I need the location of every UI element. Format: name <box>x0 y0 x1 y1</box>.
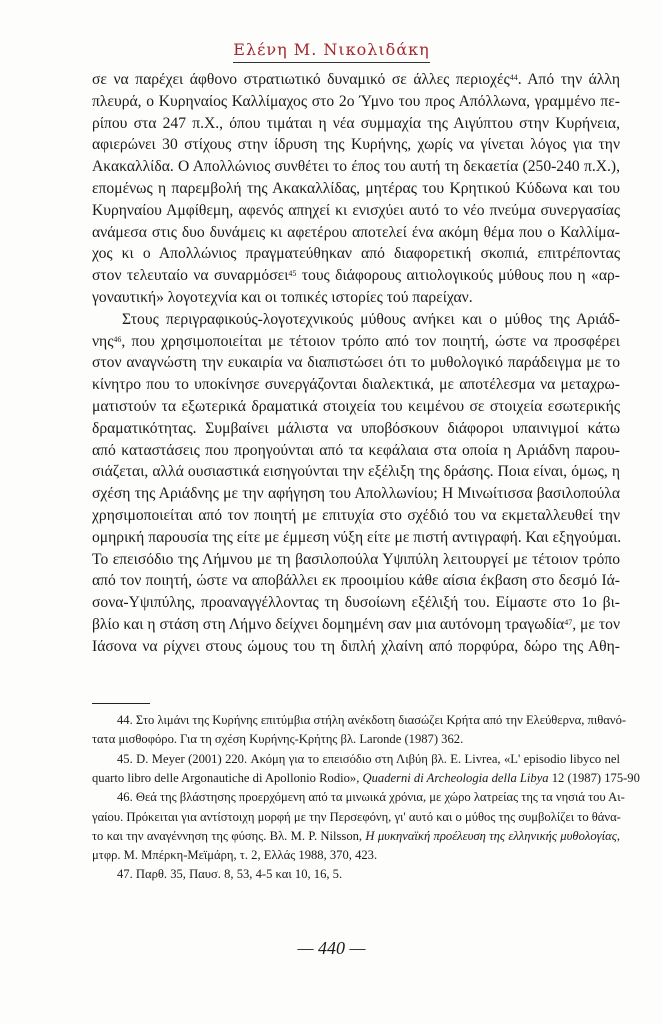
text-segment: Ιάσονα να ρίχνει στους ώμους του τη διπλή χλαίνη από πορφύρα, δώρο της Αθη- <box>92 637 620 655</box>
text-segment: σονα-Υψιπύλης, προαναγγέλλοντας τη δυσοίωνη εξέλιξή του. Είμαστε στο 1ο βι- <box>92 594 620 612</box>
body-line <box>92 397 620 417</box>
text-segment: ματιστούν τα εξωτερικά δραματικά στοιχεία του κειμένου σε στοιχεία εσωτερικής <box>92 398 620 415</box>
text-segment: βλίο και η στάση στη Λήμνο δείχνει δομημένη σαν μια αυτόνομη τραγωδία <box>92 616 565 633</box>
text-segment: γαίου. Πρόκειται για αντίστοιχη μορφή με την Περσεφόνη, γι' αυτό και ο μύθος της συμβολίζει το θάνα- <box>92 809 621 824</box>
body-line <box>92 441 620 461</box>
text-segment: ανάμεσα στις δυο δυνάμεις κι αφετέρου αποτελεί ένα ακόμη θέμα που ο Καλλίμα- <box>92 223 620 241</box>
text-segment: δραματικότητας. Συμβαίνει μάλιστα να υποβόσκουν διάφοροι υπαινιγμοί κάτω <box>92 419 620 437</box>
body-line <box>92 550 620 570</box>
footnote-line <box>117 751 620 767</box>
text-segment: από καταστάσεις που προηγούνται από τα κεφάλαια στα οποία η Αριάδνη παρου- <box>92 441 620 459</box>
text-segment: σε να παρέχει άφθονο στρατιωτικό δυναμικό σε άλλες περιοχές <box>92 71 510 88</box>
footnote-ref: 46 <box>113 334 122 344</box>
footnote-line <box>117 866 620 882</box>
footnote-line <box>92 809 620 825</box>
body-line <box>92 419 620 439</box>
body-line <box>92 484 620 504</box>
footnote-line <box>117 789 625 805</box>
footnote-line <box>92 731 620 747</box>
body-line <box>92 637 620 657</box>
text-segment: Στους περιγραφικούς-λογοτεχνικούς μύθους ανήκει και ο μύθος της Αριάδ- <box>122 310 620 328</box>
text-segment: νης <box>92 332 114 350</box>
body-line <box>122 310 620 330</box>
text-segment: τατα μισθοφόρο. Για τη σχέση Κυρήνης-Κρήτης βλ. Laronde (1987) 362. <box>92 732 464 747</box>
body-line <box>92 615 620 635</box>
body-line <box>92 571 620 591</box>
text-segment: quarto libro delle Argonautiche di Apollonio Rodio», <box>92 770 363 785</box>
text-segment: το και την αναγέννηση της φύσης. Βλ. M. P. Nilsson, <box>92 828 366 843</box>
body-line <box>92 135 620 155</box>
text-segment: κίνητρο που το υποκίνησε συνεργάζονται διαλεκτικά, με αποτέλεσμα να μεταχρω- <box>92 376 620 394</box>
text-segment: . Από την άλλη <box>517 71 620 88</box>
text-segment: , <box>616 828 620 843</box>
text-segment: 47. Παρθ. 35, Παυσ. 8, 53, 4-5 και 10, 16, 5. <box>117 867 343 882</box>
text-segment: επομένως η παρεμβολή της Ακακαλλίδας, μητέρας του Κρητικού Κύδωνα και του <box>92 180 620 197</box>
footnote-ref: 44 <box>509 73 518 82</box>
text-segment: στον αναγνώστη την ευκαιρία να διαπιστώσει ότι το μυθολογικό παράδειγμα με το <box>92 354 620 372</box>
body-line <box>92 288 620 308</box>
text-segment: ρίπου στα 247 π.Χ., όπου τιμάται η νέα συμμαχία της Αιγύπτου στην Κυρήνεια, <box>92 114 620 132</box>
page-number: — 440 — <box>297 938 366 958</box>
text-segment: ομηρική παρουσία της είτε με έμμεση νύξη είτε με πιστή αντιγραφή. Και εξηγούμαι. <box>92 528 622 546</box>
footnote-line <box>117 712 627 728</box>
body-line <box>92 375 620 395</box>
footnote-separator <box>92 703 150 704</box>
text-segment: χος κι ο Απολλώνιος πραγματεύθηκαν από διαφορετική σκοπιά, επιτρέποντας <box>92 245 620 263</box>
body-line <box>92 244 620 264</box>
body-line <box>92 92 620 112</box>
text-segment: από τον ποιητή, ώστε να αποβάλλει εκ προοιμίου κάθε αίσια έκβαση στο δεσμό Ιά- <box>92 572 620 590</box>
text-segment: τους διάφορους αιτιολογικούς μύθους που η «αρ- <box>296 267 620 285</box>
body-line <box>92 201 620 221</box>
text-segment: γοναυτική» λογοτεχνία και οι τοπικές ιστορίες τού παρείχαν. <box>92 289 473 306</box>
text-segment: 44. Στο λιμάνι της Κυρήνης επιτύμβια στήλη ανέκδοτη διασώζει Κρήτα από την Ελεύθερνα, πιθανό- <box>117 713 627 727</box>
text-segment: 12 (1987) 175-90 <box>548 770 640 785</box>
text-segment: , που χρησιμοποιείται με τέτοιον τρόπο από τον ποιητή, ώστε να προσφέρει <box>121 332 620 350</box>
text-segment: στον τελευταίο να συναρμόσει <box>92 267 289 285</box>
text-segment: Κυρηναίου Αμφίθεμη, αφενός απηχεί κι ενισχύει αυτό το νέο πνεύμα συνεργασίας <box>92 201 620 219</box>
footnote-line <box>92 847 620 863</box>
body-line <box>92 462 620 482</box>
text-segment: , με τον <box>572 616 620 633</box>
text-segment: σιάζεται, αλλά ουσιαστικά εισηγούνται την εξέλιξη της δράσης. Ποια είναι, όμως, η <box>92 463 620 481</box>
italic-title: Quaderni di Archeologia della Libya <box>362 770 549 785</box>
italic-title: Η μυκηναϊκή προέλευση της ελληνικής μυθολογίας <box>365 828 617 843</box>
footnote-ref: 47 <box>564 618 573 627</box>
body-line <box>92 332 620 352</box>
text-segment: 45. D. Meyer (2001) 220. Ακόμη για το επεισόδιο στη Λιβύη βλ. E. Livrea, «L' episodio libyco nel <box>117 751 620 766</box>
footnote-ref: 45 <box>288 269 297 279</box>
text-segment: μτφρ. Μ. Μπέρκη-Μεϊμάρη, τ. 2, Ελλάς 1988, 370, 423. <box>92 848 378 863</box>
body-line <box>92 593 620 613</box>
text-segment: αφιερώνει 30 στίχους στην ίδρυση της Κυρήνης, χωρίς να γίνεται λόγος για την <box>92 136 620 154</box>
body-line <box>92 114 620 134</box>
text-segment: Ακακαλλίδα. Ο Απολλώνιος συνθέτει το έπος του αυτή τη δεκαετία (250-240 π.Χ.), <box>92 158 620 176</box>
body-line <box>92 353 620 373</box>
body-line <box>92 223 620 243</box>
footnote-line <box>92 828 620 844</box>
text-segment: Το επεισόδιο της Λήμνου με τη βασιλοπούλα Υψιπύλη λειτουργεί με τέτοιον τρόπο <box>92 550 620 568</box>
body-line <box>92 506 620 526</box>
text-segment: σχέση της Αριάδνης με την αφήγηση του Απολλωνίου; Η Μινωίτισσα βασιλοπούλα <box>92 485 620 503</box>
running-title: Ελένη Μ. Νικολιδάκη <box>233 40 429 63</box>
body-line <box>92 179 620 199</box>
text-segment: πλευρά, ο Κυρηναίος Καλλίμαχος στο 2ο Ύμνο του προς Απόλλωνα, γραμμένο πε- <box>92 92 620 110</box>
body-line <box>92 70 620 90</box>
footnote-line <box>92 770 640 786</box>
text-segment: χρησιμοποιείται από τον ποιητή με επιτυχία στο σχέδιό του να εκμεταλλευθεί την <box>92 507 620 524</box>
body-line <box>92 528 620 548</box>
body-line <box>92 157 620 177</box>
body-line <box>92 266 620 286</box>
running-header <box>0 40 663 63</box>
text-segment: 46. Θεά της βλάστησης προερχόμενη από τα μινωικά χρόνια, με χώρο λατρείας της τα νησιά του Αι- <box>117 790 625 805</box>
